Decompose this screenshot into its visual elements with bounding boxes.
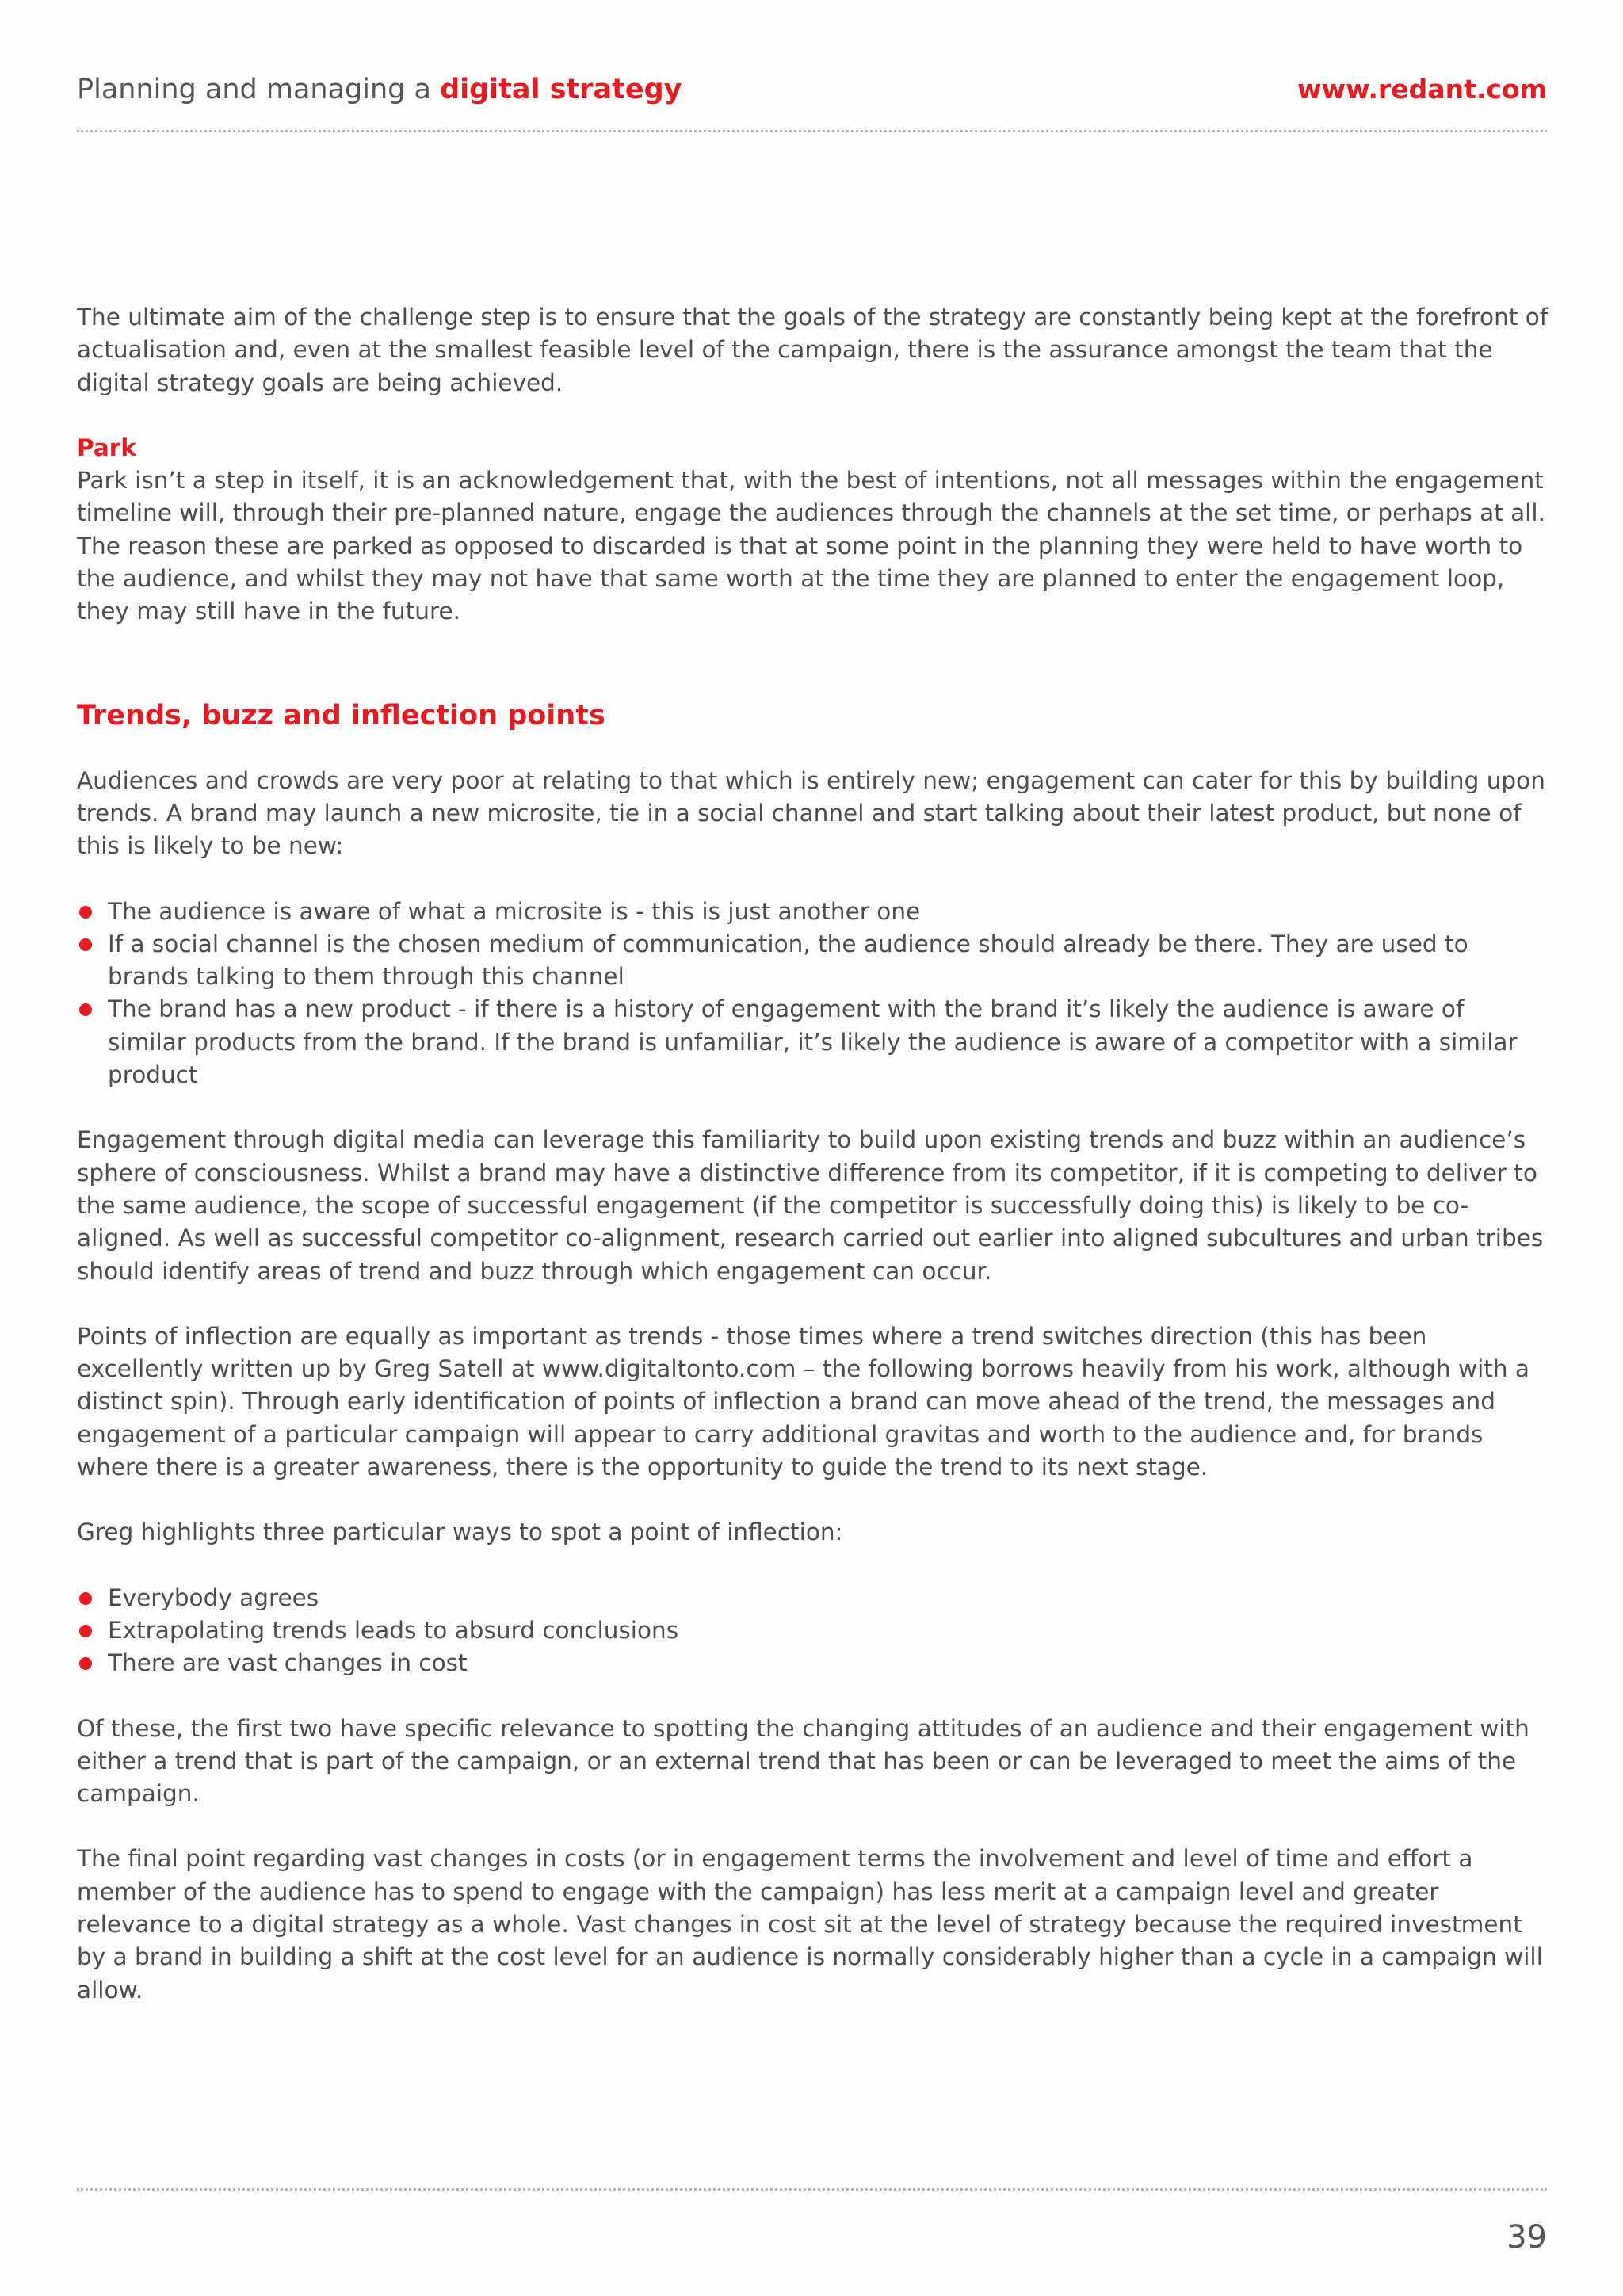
bullet-icon — [79, 938, 92, 951]
bullet-list-inflection — [77, 1582, 1549, 1680]
list-item-text: If a social channel is the chosen medium of communication, the audience should already be there. They are used to brands talking to them through this channel — [108, 930, 1468, 991]
header-divider — [77, 130, 1547, 132]
list-item — [77, 1582, 1549, 1614]
document-title-highlight: digital strategy — [440, 74, 682, 105]
page-header — [77, 70, 1547, 109]
section-heading: Trends, buzz and inflection points — [77, 699, 605, 732]
page-body — [77, 301, 1549, 2007]
list-item-text: Everybody agrees — [108, 1584, 319, 1611]
intro-paragraph: The ultimate aim of the challenge step is to ensure that the goals of the strategy are constantly being kept at the forefront of actualisation and, even at the smallest feasible level of the campaign, there is the assurance amongst the team that the digital strategy goals are being achieved. — [77, 304, 1549, 396]
park-paragraph: Park isn’t a step in itself, it is an acknowledgement that, with the best of intentions, not all messages within the engagement timeline will, through their pre-planned nature, engage the audiences through the channels at the set time, or perhaps at all. The reason these are parked as opposed to discarded is that at some point in the planning they were held to have worth to the audience, and whilst they may not have that same worth at the time they are planned to enter the engagement loop, they may still have in the future. — [77, 467, 1545, 625]
engagement-paragraph: Engagement through digital media can leverage this familiarity to build upon existing trends and buzz within an audience’s sphere of consciousness. Whilst a brand may have a distinctive difference from its competitor, if it is competing to deliver to the same audience, the scope of successful engagement (if the competitor is successfully doing this) is likely to be co-aligned. As well as successful competitor co-alignment, research carried out earlier into aligned subcultures and urban tribes should identify areas of trend and buzz through which engagement can occur. — [77, 1126, 1544, 1285]
inflection-paragraph: Points of inflection are equally as important as trends - those times where a trend switches direction (this has been excellently written up by Greg Satell at www.digitaltonto.com – the following borrows heavily from his work, although with a distinct spin). Through early identification of points of inflection a brand can move ahead of the trend, the messages and engagement of a particular campaign will appear to carry additional gravitas and worth to the audience and, for brands where there is a greater awareness, there is the opportunity to guide the trend to its next stage. — [77, 1322, 1529, 1481]
list-item — [77, 993, 1549, 1091]
bullet-list-familiarity — [77, 896, 1549, 1092]
list-item-text: Extrapolating trends leads to absurd conclusions — [108, 1616, 679, 1644]
trends-paragraph: Audiences and crowds are very poor at relating to that which is entirely new; engagement can cater for this by building upon trends. A brand may launch a new microsite, tie in a social channel and start talking about their latest product, but none of this is likely to be new: — [77, 766, 1545, 860]
bullet-icon — [79, 1003, 92, 1016]
website-link[interactable]: www.redant.com — [1297, 74, 1547, 105]
list-item-text: The audience is aware of what a microsite is - this is just another one — [108, 897, 921, 925]
list-item — [77, 1647, 1549, 1679]
footer-divider — [77, 2188, 1547, 2191]
page-number: 39 — [1507, 2219, 1547, 2256]
document-title-prefix: Planning and managing a — [77, 74, 441, 105]
list-item — [77, 896, 1549, 928]
park-heading: Park — [77, 434, 136, 461]
document-title — [77, 70, 682, 109]
list-item — [77, 1614, 1549, 1647]
bullet-icon — [79, 906, 92, 919]
bullet-icon — [79, 1657, 92, 1670]
bullet-icon — [79, 1592, 92, 1605]
of-these-paragraph: Of these, the first two have specific relevance to spotting the changing attitudes of an audience and their engagement with either a trend that is part of the campaign, or an external trend that has been or can be leveraged to meet the aims of the campaign. — [77, 1714, 1529, 1808]
list-item-text: There are vast changes in cost — [108, 1649, 468, 1677]
greg-paragraph: Greg highlights three particular ways to spot a point of inflection: — [77, 1519, 843, 1546]
list-item-text: The brand has a new product - if there is a history of engagement with the brand it’s likely the audience is aware of similar products from the brand. If the brand is unfamiliar, it’s likely the audience is aware of a competitor with a similar product — [108, 995, 1518, 1089]
final-paragraph: The final point regarding vast changes in costs (or in engagement terms the involvement and level of time and effort a member of the audience has to spend to engage with the campaign) has less merit at a campaign level and greater relevance to a digital strategy as a whole. Vast changes in cost sit at the level of strategy because the required investment by a brand in building a shift at the cost level for an audience is normally considerably higher than a cycle in a campaign will allow. — [77, 1845, 1543, 2004]
list-item — [77, 928, 1549, 994]
bullet-icon — [79, 1625, 92, 1637]
